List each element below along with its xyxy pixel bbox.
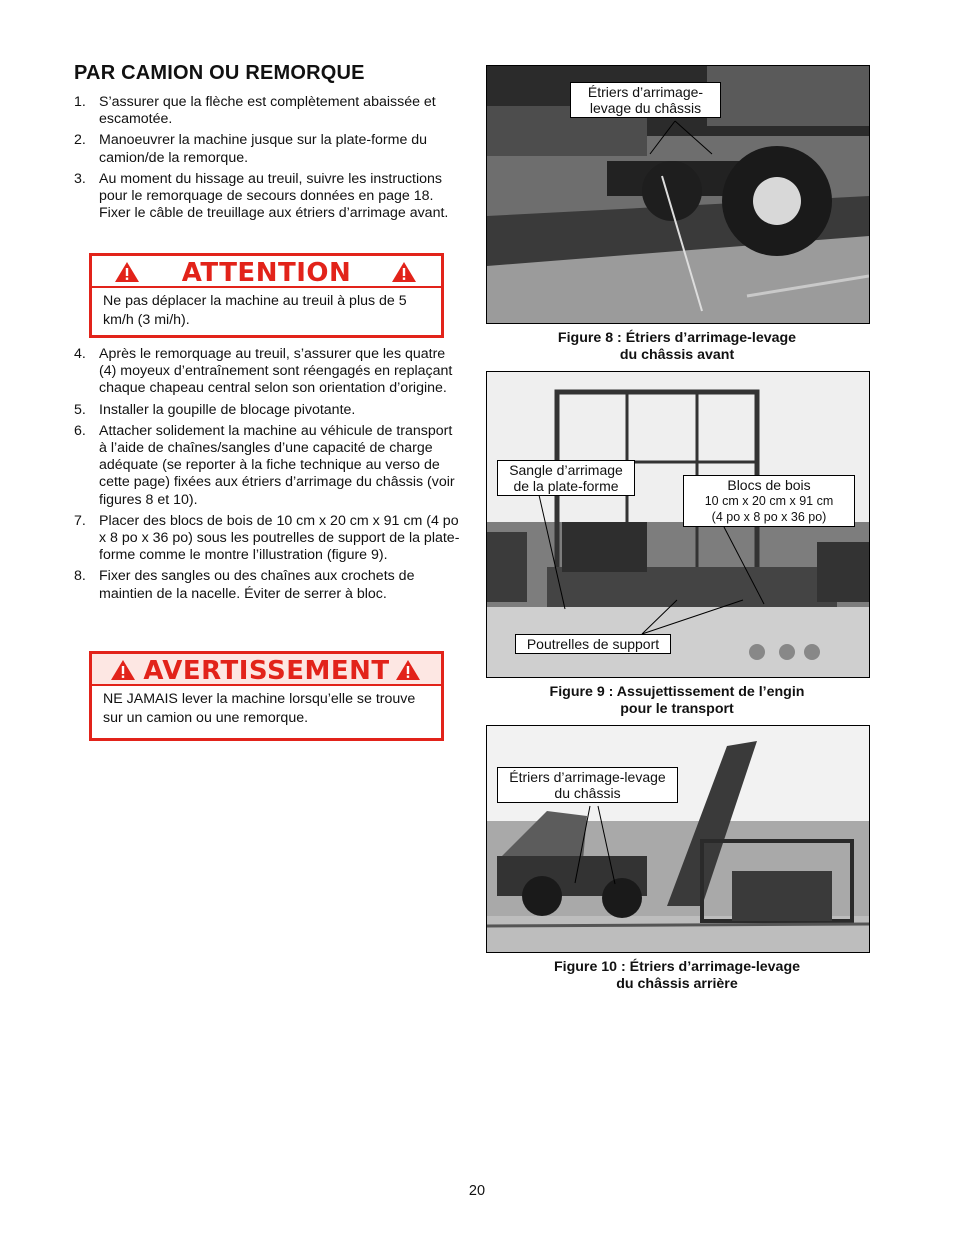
instruction-list-part1 xyxy=(74,94,464,226)
caption-line: Figure 8 : Étriers d’arrimage-levage xyxy=(557,330,797,346)
callout-platform-strap: Sangle d’arrimage de la plate-forme xyxy=(497,460,635,496)
callout-tie-down-lugs: Étriers d’arrimage-levage du châssis xyxy=(497,767,678,803)
avertissement-banner xyxy=(92,654,441,686)
step-text: Manoeuvrer la machine jusque sur la plate-forme du camion/de la remorque. xyxy=(99,132,428,166)
avertissement-box xyxy=(89,651,444,741)
step-text: Après le remorquage au treuil, s’assurer que les quatre (4) moyeux d’entraînement sont réengagés en replaçant chaque chapeau central selon son orientation d’origine. xyxy=(99,346,453,397)
figure-9-photo xyxy=(486,371,870,678)
step-number: 5. xyxy=(74,401,86,418)
callout-support-beams: Poutrelles de support xyxy=(515,634,671,654)
step-number: 4. xyxy=(74,346,86,362)
list-item xyxy=(74,171,464,223)
figure-10-photo xyxy=(486,725,870,953)
page-number: 20 xyxy=(468,1183,486,1199)
section-title: PAR CAMION OU REMORQUE xyxy=(74,62,365,84)
callout-wood-blocks-imperial: (4 po x 8 po x 36 po) xyxy=(711,510,827,524)
figure-9-caption xyxy=(486,684,868,718)
step-number: 3. xyxy=(74,170,86,187)
avertissement-text: NE JAMAIS lever la machine lorsqu’elle se trouve sur un camion ou une remorque. xyxy=(103,691,416,726)
attention-heading: ATTENTION xyxy=(181,258,352,288)
list-item xyxy=(74,346,464,398)
figure-8-photo xyxy=(486,65,870,324)
step-text: Placer des blocs de bois de 10 cm x 20 cm x 91 cm (4 po x 8 po x 36 po) sous les poutrelles de support de la plate-forme comme le montre l’illustration (figure 9). xyxy=(99,512,460,564)
list-item xyxy=(74,423,464,509)
caption-line: pour le transport xyxy=(620,701,734,717)
figure-8-caption xyxy=(486,330,868,364)
step-number: 1. xyxy=(74,94,86,110)
list-item xyxy=(74,402,464,419)
warning-triangle-icon xyxy=(391,261,417,283)
step-number: 8. xyxy=(74,568,86,585)
figure-10-caption xyxy=(486,959,868,993)
step-text: Au moment du hissage au treuil, suivre les instructions pour le remorquage de secours données en page 18. Fixer le câble de treuillage aux étriers d’arrimage avant. xyxy=(99,170,449,222)
instruction-list-part2 xyxy=(74,346,464,607)
attention-banner xyxy=(92,256,441,288)
attention-box xyxy=(89,253,444,338)
step-number: 7. xyxy=(74,512,86,529)
warning-triangle-icon xyxy=(395,659,421,681)
callout-tie-down-lugs: Étriers d’arrimage-levage du châssis xyxy=(570,82,721,118)
list-item xyxy=(74,568,464,602)
step-number: 6. xyxy=(74,422,86,439)
caption-line: du châssis arrière xyxy=(616,976,738,992)
list-item xyxy=(74,94,464,128)
caption-line: Figure 9 : Assujettissement de l’engin xyxy=(549,684,805,700)
callout-wood-blocks-metric: 10 cm x 20 cm x 91 cm xyxy=(704,494,834,508)
caption-line: Figure 10 : Étriers d’arrimage-levage xyxy=(553,959,801,975)
avertissement-heading: AVERTISSEMENT xyxy=(143,656,390,686)
list-item xyxy=(74,513,464,565)
step-text: Installer la goupille de blocage pivotante. xyxy=(99,401,356,418)
step-text: S’assurer que la flèche est complètement abaissée et escamotée. xyxy=(99,94,436,128)
callout-leader-lines xyxy=(487,726,869,952)
step-number: 2. xyxy=(74,132,86,149)
step-text: Fixer des sangles ou des chaînes aux crochets de maintien de la nacelle. Éviter de serrer à bloc. xyxy=(99,568,415,602)
caption-line: du châssis avant xyxy=(619,347,735,363)
callout-wood-blocks xyxy=(683,475,855,527)
step-text: Attacher solidement la machine au véhicule de transport à l’aide de chaînes/sangles d’une capacité de charge adéquate (se reporter à la fiche technique au verso de cette page) fixées aux étriers d’arrimage du châssis (voir figures 8 et 10). xyxy=(99,422,455,508)
callout-wood-blocks-title: Blocs de bois xyxy=(727,477,811,493)
attention-text: Ne pas déplacer la machine au treuil à plus de 5 km/h (3 mi/h). xyxy=(103,293,407,328)
list-item xyxy=(74,132,464,166)
